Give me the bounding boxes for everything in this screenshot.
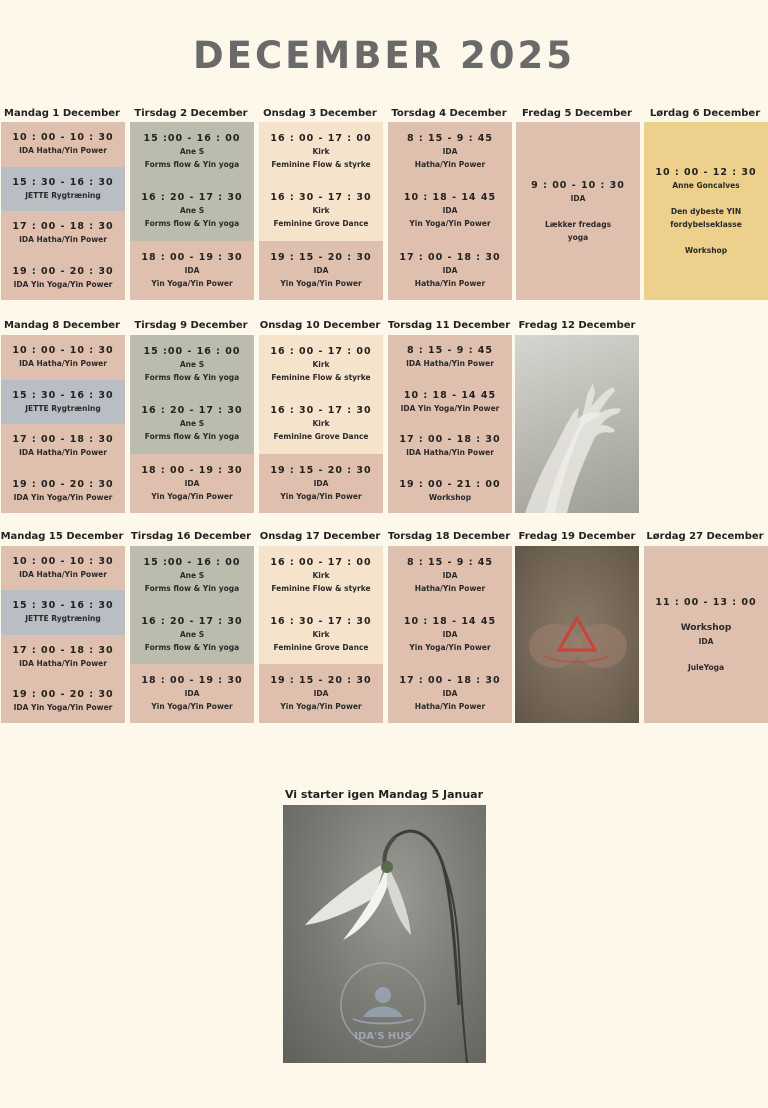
session-detail: Forms flow & Yin yoga [144,160,240,170]
session-detail: Yin Yoga/Yin Power [280,702,362,711]
session-detail: Feminine Grove Dance [273,432,369,442]
day-card [1,122,125,300]
class-session [1,122,125,167]
session-time: 19 : 15 - 20 : 30 [270,251,372,263]
class-session [644,546,768,723]
session-time: 19 : 15 - 20 : 30 [270,464,372,476]
session-time: 17 : 00 - 18 : 30 [12,644,114,656]
restart-notice: Vi starter igen Mandag 5 Januar [284,788,484,801]
class-session [130,605,254,664]
session-detail: Yin Yoga/Yin Power [409,219,491,229]
class-session [388,469,512,514]
class-session [1,256,125,301]
class-session [1,424,125,469]
day-card [259,546,383,723]
session-detail: Hatha/Yin Power [414,584,486,593]
class-session [130,181,254,240]
day-card [388,122,512,300]
session-time: 16 : 20 - 17 : 30 [141,616,243,627]
session-detail: IDA Hatha/Yin Power [19,235,107,245]
session-detail: Kirk [312,419,330,429]
session-detail: Workshop [684,245,728,255]
class-session [259,122,383,181]
session-detail: IDA [442,630,458,639]
session-detail: Ane S [179,630,205,639]
day-header: Torsdag 11 December [387,320,511,331]
session-detail: Forms flow & Yin yoga [144,432,240,442]
session-time: 9 : 00 - 10 : 30 [531,179,625,191]
class-session [259,605,383,664]
session-detail [577,205,580,218]
session-time: 15 : 30 - 16 : 30 [12,389,114,401]
session-time: 15 :00 - 16 : 00 [143,133,241,145]
class-session [130,394,254,453]
session-time: 18 : 00 - 19 : 30 [141,251,243,263]
session-detail: Ane S [179,206,205,216]
day-card [1,335,125,513]
session-time: 19 : 00 - 20 : 30 [12,265,114,277]
class-session [516,122,640,300]
day-header: Fredag 19 December [518,531,636,542]
class-session [1,469,125,514]
session-detail: Feminine Flow & styrke [271,584,371,593]
day-header: Tirsdag 16 December [130,531,252,542]
session-detail: Anne Goncalves [672,180,740,190]
meditation-photo [515,546,639,723]
session-detail: Ane S [179,419,205,429]
class-session [130,454,254,513]
session-detail: Yin Yoga/Yin Power [280,491,362,501]
session-detail: Ane S [179,147,205,157]
session-detail: IDA [442,689,458,698]
session-detail: IDA Hatha/Yin Power [19,570,107,580]
session-time: 19 : 15 - 20 : 30 [270,675,372,686]
session-detail: Workshop [428,492,472,502]
session-detail: Kirk [312,571,330,580]
session-detail [705,609,708,622]
session-detail: IDA Yin Yoga/Yin Power [400,403,500,413]
session-detail: Kirk [312,630,330,639]
session-time: 15 : 30 - 16 : 30 [12,176,114,188]
class-session [130,335,254,394]
session-time: 19 : 00 - 21 : 00 [399,478,501,490]
class-session [388,546,512,605]
class-session [130,546,254,605]
session-detail: JETTE Rygtræning [25,190,101,200]
day-card [130,335,254,513]
day-header: Fredag 5 December [522,108,632,119]
class-session [130,241,254,300]
session-time: 8 : 15 - 9 : 45 [406,557,494,568]
session-detail [705,192,708,205]
session-detail: Yin Yoga/Yin Power [409,643,491,652]
session-detail: IDA Hatha/Yin Power [406,448,494,458]
session-detail: IDA [313,265,329,275]
snowdrop-illustration [283,805,486,1063]
class-session [259,335,383,394]
session-detail: IDA [442,206,458,216]
session-time: 19 : 00 - 20 : 30 [12,478,114,490]
day-header: Tirsdag 9 December [134,320,248,331]
session-time: 17 : 00 - 18 : 30 [12,434,114,446]
class-session [130,122,254,181]
day-header: Lørdag 6 December [649,108,761,119]
session-detail: Forms flow & Yin yoga [144,219,240,229]
session-detail: IDA Yin Yoga/Yin Power [13,702,113,712]
class-session [388,181,512,240]
session-detail: IDA [442,147,458,157]
session-time: 17 : 00 - 18 : 30 [399,251,501,263]
class-session [130,664,254,723]
session-time: 16 : 00 - 17 : 00 [270,346,372,358]
session-detail: Den dybeste YIN [670,206,742,216]
session-detail: Forms flow & Yin yoga [144,373,240,383]
session-time: 15 :00 - 16 : 00 [143,346,241,358]
day-header: Onsdag 17 December [259,531,381,542]
class-session [259,454,383,513]
session-time: 10 : 00 - 10 : 30 [12,345,114,357]
session-detail: IDA Hatha/Yin Power [19,359,107,369]
session-detail: Yin Yoga/Yin Power [151,278,233,288]
session-detail: Workshop [680,622,732,633]
session-detail: IDA [442,571,458,580]
day-card [644,546,768,723]
session-detail: yoga [567,232,589,242]
session-detail [705,648,708,661]
session-detail: IDA Hatha/Yin Power [406,359,494,369]
session-time: 18 : 00 - 19 : 30 [141,675,243,686]
session-time: 16 : 20 - 17 : 30 [141,405,243,417]
day-card [1,546,125,723]
day-header: Onsdag 3 December [263,108,377,119]
session-detail: Feminine Grove Dance [273,643,369,652]
class-session [388,605,512,664]
class-session [1,635,125,679]
session-detail: IDA Yin Yoga/Yin Power [13,279,113,289]
class-session [388,664,512,723]
class-session [1,335,125,380]
hands-photo [515,335,639,513]
day-card [388,546,512,723]
class-session [1,590,125,634]
session-detail: IDA [698,636,714,646]
day-card [130,546,254,723]
session-detail [705,231,708,244]
day-header: Mandag 1 December [4,108,120,119]
session-detail: JuleYoga [687,662,725,672]
session-time: 16 : 20 - 17 : 30 [141,192,243,204]
class-session [1,380,125,425]
day-card [644,122,768,300]
class-session [1,679,125,723]
session-time: 15 : 30 - 16 : 30 [12,600,114,612]
session-time: 16 : 00 - 17 : 00 [270,133,372,145]
day-header: Mandag 8 December [4,320,120,331]
session-detail: IDA Hatha/Yin Power [19,448,107,458]
session-time: 8 : 15 - 9 : 45 [406,133,494,145]
session-time: 18 : 00 - 19 : 30 [141,464,243,476]
class-session [388,241,512,300]
session-time: 17 : 00 - 18 : 30 [12,221,114,233]
session-time: 10 : 18 - 14 45 [403,192,497,204]
session-time: 10 : 00 - 10 : 30 [12,132,114,144]
session-detail: fordybelseklasse [670,219,742,229]
session-detail: Lækker fredags [544,219,612,229]
session-detail: IDA Hatha/Yin Power [19,146,107,156]
session-detail: Yin Yoga/Yin Power [151,491,233,501]
session-detail: IDA [313,689,329,698]
session-detail: Yin Yoga/Yin Power [280,278,362,288]
class-session [1,211,125,256]
session-detail: Forms flow & Yin yoga [144,643,240,652]
class-session [1,546,125,590]
session-time: 16 : 00 - 17 : 00 [270,557,372,568]
session-time: 10 : 18 - 14 45 [403,389,497,401]
day-header: Mandag 15 December [0,531,124,542]
session-detail: IDA [184,689,200,698]
session-detail: Feminine Grove Dance [273,219,369,229]
class-session [388,424,512,469]
session-detail: IDA [184,478,200,488]
day-header: Torsdag 18 December [387,531,511,542]
day-card [259,335,383,513]
class-session [388,335,512,380]
class-session [388,380,512,425]
day-card [388,335,512,513]
day-card [259,122,383,300]
session-detail: IDA [442,265,458,275]
day-header: Tirsdag 2 December [134,108,248,119]
day-header: Fredag 12 December [518,320,636,331]
class-session [259,546,383,605]
day-card [130,122,254,300]
session-detail: IDA [313,478,329,488]
session-detail: Kirk [312,360,330,370]
day-header: Torsdag 4 December [391,108,507,119]
session-detail: Hatha/Yin Power [414,160,486,170]
session-detail: Forms flow & Yin yoga [144,584,240,593]
session-detail: Ane S [179,571,205,580]
session-detail: IDA Yin Yoga/Yin Power [13,492,113,502]
session-time: 15 :00 - 16 : 00 [143,557,241,568]
session-time: 10 : 00 - 12 : 30 [655,166,757,178]
session-time: 11 : 00 - 13 : 00 [655,596,757,608]
session-detail: Feminine Flow & styrke [271,160,371,170]
class-session [1,167,125,212]
hands-illustration [515,335,639,513]
class-session [259,181,383,240]
session-time: 17 : 00 - 18 : 30 [399,675,501,686]
session-detail: Feminine Flow & styrke [271,373,371,383]
page-title: DECEMBER 2025 [192,34,576,77]
session-detail: IDA [184,265,200,275]
class-session [644,122,768,300]
class-session [388,122,512,181]
session-detail: JETTE Rygtræning [25,403,101,413]
red-triangle-illustration [515,546,639,723]
day-header: Onsdag 10 December [259,320,381,331]
session-time: 16 : 30 - 17 : 30 [270,192,372,204]
session-detail: Kirk [312,206,330,216]
logo-text: IDA'S HUS [354,1031,412,1042]
session-time: 17 : 00 - 18 : 30 [399,434,501,446]
session-detail: IDA Hatha/Yin Power [19,658,107,668]
session-time: 10 : 00 - 10 : 30 [12,556,114,568]
session-time: 10 : 18 - 14 45 [403,616,497,627]
session-detail: Hatha/Yin Power [414,278,486,288]
session-detail: Hatha/Yin Power [414,702,486,711]
day-card [516,122,640,300]
session-detail: Ane S [179,360,205,370]
snowdrop-photo [283,805,486,1063]
class-session [259,394,383,453]
session-detail: JETTE Rygtræning [25,614,101,624]
session-time: 19 : 00 - 20 : 30 [12,688,114,700]
class-session [259,664,383,723]
day-header: Lørdag 27 December [646,531,764,542]
session-time: 16 : 30 - 17 : 30 [270,616,372,627]
session-time: 16 : 30 - 17 : 30 [270,405,372,417]
session-detail: IDA [570,193,586,203]
session-detail: Yin Yoga/Yin Power [151,702,233,711]
session-time: 8 : 15 - 9 : 45 [406,345,494,357]
session-detail: Kirk [312,147,330,157]
class-session [259,241,383,300]
